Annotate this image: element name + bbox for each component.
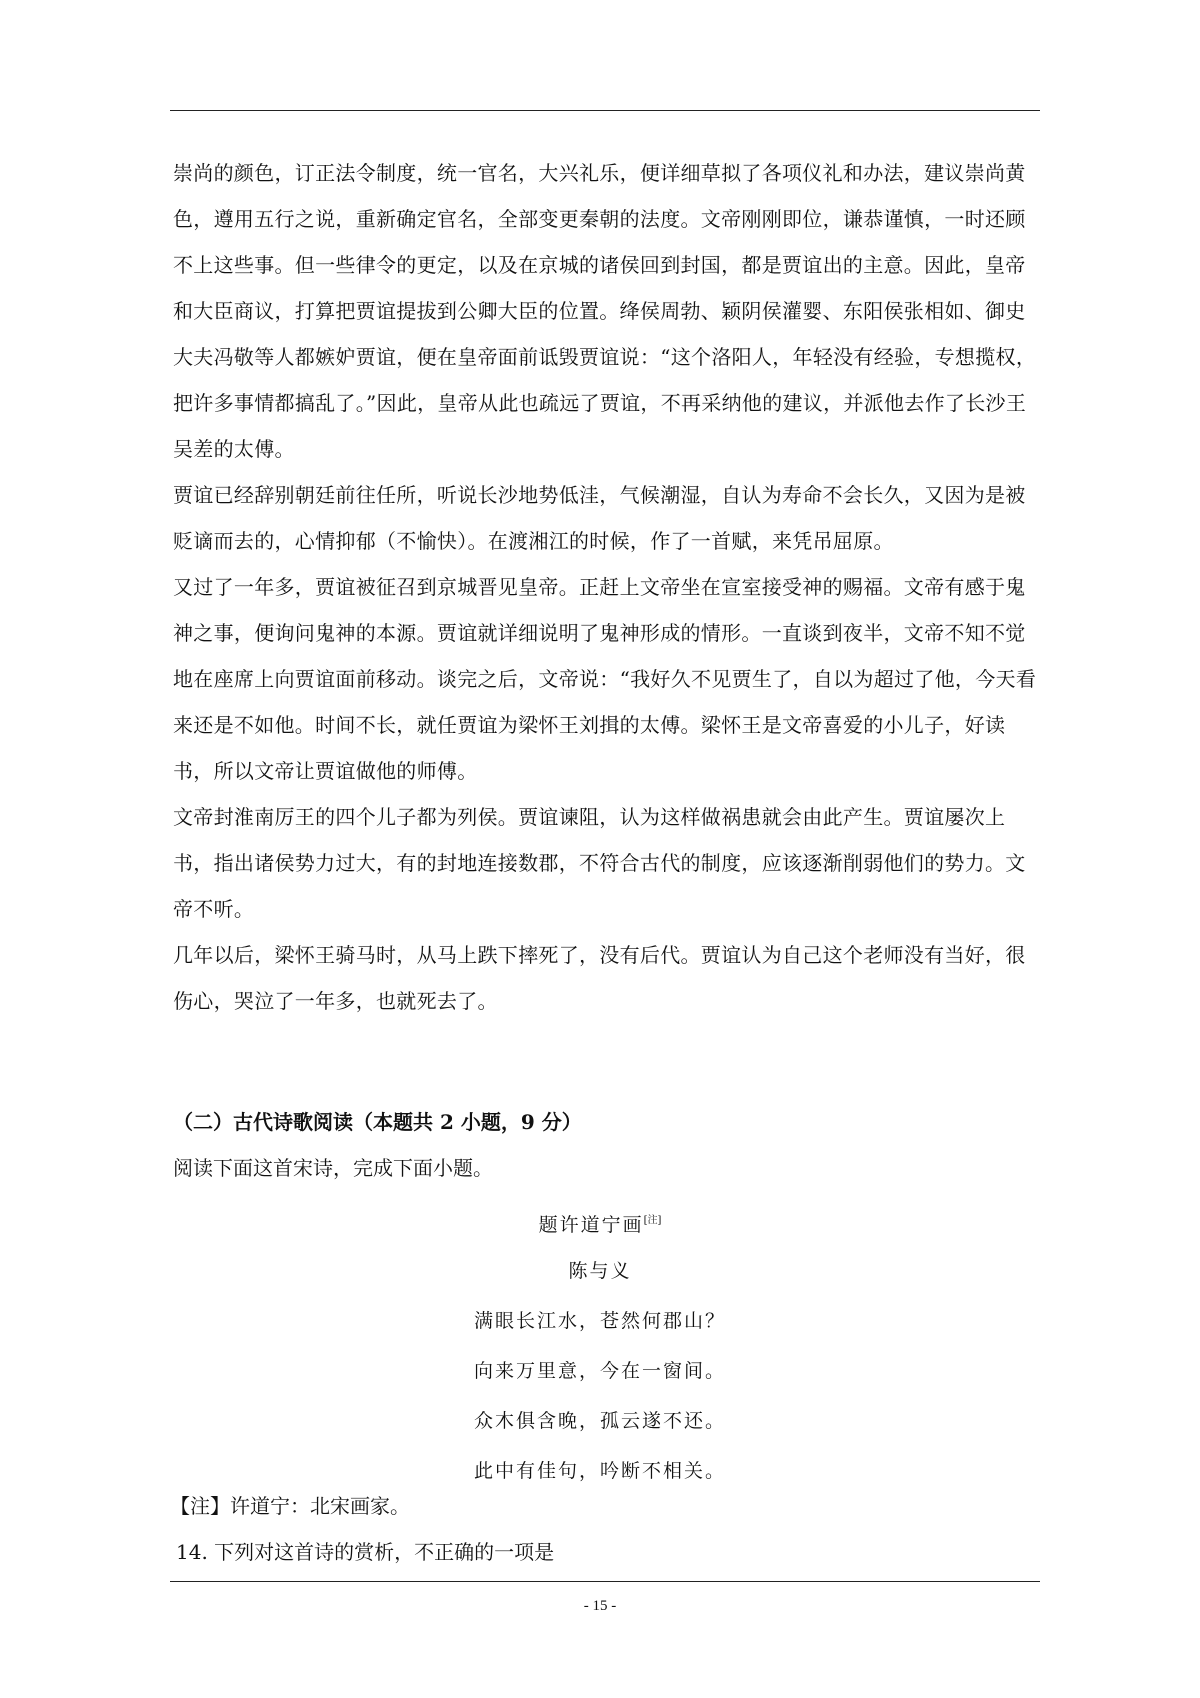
paragraph: 又过了一年多，贾谊被征召到京城晋见皇帝。正赶上文帝坐在宣室接受神的赐福。文帝有感于鬼神之事，便询问鬼神的本源。贾谊就详细说明了鬼神形成的情形。一直谈到夜半，文帝不知不觉地在座席上向贾谊面前移动。谈完之后，文帝说：“我好久不见贾生了，自以为超过了他，今天看来还是不如他。时间不长，就任贾谊为梁怀王刘揖的太傅。梁怀王是文帝喜爱的小儿子，好读书，所以文帝让贾谊做他的师傅。 — [173, 575, 1037, 783]
header-rule — [170, 110, 1040, 111]
poem-title: 题许道宁画 — [538, 1214, 644, 1236]
poem-note: 【注】许道宁：北宋画家。 — [170, 1494, 410, 1518]
page-number: - 15 - — [583, 1598, 617, 1614]
poem — [0, 1196, 1200, 1496]
reading-instruction: 阅读下面这首宋诗，完成下面小题。 — [173, 1156, 493, 1180]
section-heading: （二）古代诗歌阅读（本题共 2 小题，9 分） — [173, 1110, 582, 1134]
poem-line: 众木俱含晚，孤云遂不还。 — [473, 1410, 726, 1432]
paragraph: 崇尚的颜色，订正法令制度，统一官名，大兴礼乐，便详细草拟了各项仪礼和办法，建议崇尚黄色，遵用五行之说，重新确定官名，全部变更秦朝的法度。文帝刚刚即位，谦恭谨慎，一时还顾不上这些事。但一些律令的更定，以及在京城的诸侯回到封国，都是贾谊出的主意。因此，皇帝和大臣商议，打算把贾谊提拔到公卿大臣的位置。绛侯周勃、颖阴侯灌婴、东阳侯张相如、御史大夫冯敬等人都嫉妒贾谊，便在皇帝面前诋毁贾谊说：“这个洛阳人，年轻没有经验，专想揽权，把许多事情都搞乱了。”因此，皇帝从此也疏远了贾谊，不再采纳他的建议，并派他去作了长沙王吴差的太傅。 — [173, 161, 1037, 461]
paragraph: 文帝封淮南厉王的四个儿子都为列侯。贾谊谏阻，认为这样做祸患就会由此产生。贾谊屡次上书，指出诸侯势力过大，有的封地连接数郡，不符合古代的制度，应该逐渐削弱他们的势力。文帝不听。 — [173, 805, 1026, 921]
paragraph: 贾谊已经辞别朝廷前往任所，听说长沙地势低洼，气候潮湿，自认为寿命不会长久，又因为是被贬谪而去的，心情抑郁（不愉快）。在渡湘江的时候，作了一首赋，来凭吊屈原。 — [173, 483, 1026, 553]
translation-text — [173, 150, 1043, 1024]
poem-author: 陈与义 — [568, 1260, 632, 1282]
poem-line: 向来万里意，今在一窗间。 — [473, 1360, 726, 1382]
poem-title-note-mark: [注] — [643, 1215, 662, 1226]
poem-line: 满眼长江水，苍然何郡山？ — [473, 1310, 726, 1332]
poem-line: 此中有佳句，吟断不相关。 — [473, 1460, 726, 1482]
paragraph: 几年以后，梁怀王骑马时，从马上跌下摔死了，没有后代。贾谊认为自己这个老师没有当好，很伤心，哭泣了一年多，也就死去了。 — [173, 943, 1026, 1013]
question-14: 14. 下列对这首诗的赏析，不正确的一项是 — [176, 1540, 555, 1564]
footer-rule — [170, 1581, 1040, 1582]
poem-title-line — [0, 1196, 1200, 1246]
